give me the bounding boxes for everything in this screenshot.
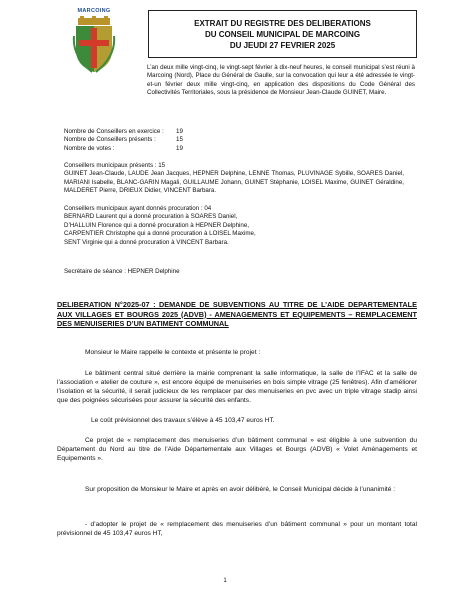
count-value: 19: [176, 128, 183, 135]
present-heading: Conseillers municipaux présents : 15: [64, 162, 166, 169]
proxy-line: D’HALLUIN Florence qui a donné procuration à HEPNER Delphine,: [64, 221, 250, 229]
town-crest-logo: [66, 8, 122, 78]
header-line-3: DU JEUDI 27 FEVRIER 2025: [229, 40, 336, 50]
count-row-in-office: [64, 128, 196, 136]
deliberation-title: DELIBERATION N°2025-07 : DEMANDE DE SUBVENTIONS AU TITRE DE L’AIDE DEPARTEMENTALE AUX VILLAGES ET BOURGS 2025 (ADVB) - AMENAGEMENTS ET EQUIPEMENTS – REMPLACEMENT DES MENUISERIES D’UN BATIMENT COMMUNAL: [57, 300, 417, 329]
header-line-1: EXTRAIT DU REGISTRE DES DELIBERATIONS: [194, 18, 371, 28]
paragraph-eligibility: Ce projet de « remplacement des menuiseries d’un bâtiment communal » est éligible à une subvention du Département du Nord au titre de l’Aide Départementale aux Villages et Bourgs (ADVB) « Volet Aménagements et Equipements ».: [57, 437, 417, 462]
paragraph-context: Monsieur le Maire rappelle le contexte et présente le projet :: [85, 349, 261, 356]
paragraph-cost: Le coût prévisionnel des travaux s’élève à 45 103,47 euros HT.: [91, 417, 275, 424]
count-label: Nombre de Conseillers en exercice :: [64, 128, 164, 135]
count-label: Nombre de Conseillers présents :: [64, 136, 156, 144]
meeting-intro-paragraph: L’an deux mille vingt-cinq, le vingt-sept février à dix-neuf heures, le conseil municipal s’est réuni à Marcoing (Nord), Place du Général de Gaulle, sur la convocation qui leur a été adressée le vingt-et-un février deux mille vingt-cinq, en application des dispositions du Code Général des Collectivités Territoriales, sous la présidence de Monsieur Jean-Claude GUINET, Maire.: [147, 64, 415, 97]
page-number: 1: [223, 578, 227, 584]
count-value: 15: [176, 136, 183, 144]
session-secretary: Secrétaire de séance : HEPNER Delphine: [64, 268, 180, 275]
logo-town-name: MARCOING: [77, 8, 111, 14]
count-value: 19: [176, 144, 183, 152]
proxy-line: SENT Virginie qui a donné procuration à VINCENT Barbara.: [64, 238, 229, 246]
paragraph-decision: Sur proposition de Monsieur le Maire et après en avoir délibéré, le Conseil Municipal décide à l’unanimité :: [85, 486, 396, 493]
present-names: GUINET Jean-Claude, LAUDE Jean Jacques, HEPNER Delphine, LENNE Thomas, PLUVINAGE Sybille, SOARES Daniel, MARIANI Isabelle, BLANC-GARIN Magali, GUILLAUME Johann, GUINET Stéphanie, LOISEL Maxime, GUINET Géraldine, MALDERET Pierre, DRIEUX Didier, VINCENT Barbara.: [64, 170, 404, 195]
header-line-2: DU CONSEIL MUNICIPAL DE MARCOING: [204, 29, 361, 39]
proxies-heading: Conseillers municipaux ayant donnés procuration : 04: [64, 205, 212, 212]
count-label: Nombre de votes :: [64, 144, 115, 152]
count-row-present: [64, 136, 196, 144]
count-row-votes: [64, 145, 196, 153]
paragraph-adoption: - d’adopter le projet de « remplacement des menuiseries d’un bâtiment communal » pour un montant total prévisionnel de 45 103,47 euros HT,: [57, 521, 417, 537]
councillor-counts: [64, 128, 196, 153]
proxy-councillors-section: [64, 205, 404, 247]
proxy-line: CARPENTIER Christophe qui a donné procuration à LOISEL Maxime,: [64, 230, 256, 238]
present-councillors-section: [64, 162, 404, 196]
proxy-line: BERNARD Laurent qui a donné procuration à SOARES Daniel,: [64, 213, 238, 221]
register-extract-header: [148, 10, 417, 58]
crest-shield-icon: [72, 16, 116, 74]
paragraph-building: Le bâtiment central situé derrière la mairie comprenant la salle informatique, la salle de l’IFAC et la salle de l’association « atelier de couture », est encore équipé de menuiseries en bois simple vitrage (25 fenêtres). Afin d’améliorer l’isolation et la sécurité, il serait judicieux de les remplacer par des menuiseries en pvc avec un triple vitrage stadip ainsi que des poignées sécurisées pour assurer la sécurité des enfants.: [57, 370, 417, 404]
